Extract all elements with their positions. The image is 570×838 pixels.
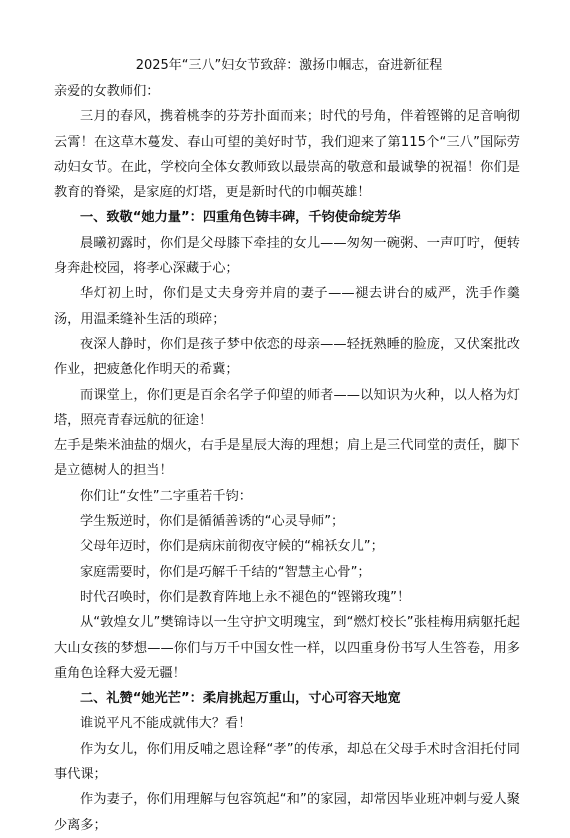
paragraph: 华灯初上时，你们是丈夫身旁并肩的妻子——褪去讲台的威严，洗手作羹汤，用温柔缝补生活的琐碎； — [54, 286, 520, 327]
paragraph: 左手是柴米油盐的烟火，右手是星辰大海的理想；肩上是三代同堂的责任，脚下是立德树人的担当！ — [54, 438, 520, 479]
paragraph: 夜深人静时，你们是孩子梦中依恋的母亲——轻抚熟睡的脸庞，又伏案批改作业，把疲惫化作明天的希冀； — [54, 336, 520, 378]
section-heading: 二、礼赞“她光芒”：柔肩挑起万重山，寸心可容天地宽 — [80, 691, 401, 707]
paragraph: 从“敦煌女儿”樊锦诗以一生守护文明瑰宝，到“燃灯校长”张桂梅用病躯托起大山女孩的梦想——你们与万千中国女性一样，以四重身份书写人生答卷，用多重角色诠释大爱无疆！ — [54, 615, 520, 681]
paragraph: 学生叛逆时，你们是循循善诱的“心灵导师”； — [80, 514, 345, 530]
paragraph: 谁说平凡不能成就伟大？看！ — [80, 716, 252, 732]
paragraph: 家庭需要时，你们是巧解千千结的“智慧主心骨”； — [80, 564, 371, 580]
document-title: 2025年“三八”妇女节致辞：激扬巾帼志，奋进新征程 — [135, 58, 443, 73]
section-heading: 一、致敬“她力量”：四重角色铸丰碑，千钧使命绽芳华 — [80, 210, 401, 226]
paragraph: 作为妻子，你们用理解与包容筑起“和”的家园，却常因毕业班冲刺与爱人聚少离多； — [54, 792, 520, 833]
document-body — [54, 79, 520, 838]
paragraph: 晨曦初露时，你们是父母膝下牵挂的女儿——匆匆一碗粥、一声叮咛，便转身奔赴校园，将孝心深藏于心； — [54, 235, 520, 277]
paragraph: 父母年迈时，你们是病床前彻夜守候的“棉袄女儿”； — [80, 539, 384, 555]
paragraph: 三月的春风，携着桃李的芬芳扑面而来；时代的号角，伴着铿锵的足音响彻云霄！在这草木蔓发、春山可望的美好时节，我们迎来了第115个“三八”国际劳动妇女节。在此，学校向全体女教师致以最崇高的敬意和最诚挚的祝福！你们是教育的脊梁，是家庭的灯塔，更是新时代的巾帼英雄！ — [54, 109, 520, 201]
paragraph: 时代召唤时，你们是教育阵地上永不褪色的“铿锵玫瑰”！ — [80, 589, 411, 605]
paragraph: 而课堂上，你们更是百余名学子仰望的师者——以知识为火种，以人格为灯塔，照亮青春远航的征途！ — [54, 387, 520, 428]
paragraph: 作为女儿，你们用反哺之恩诠释“孝”的传承，却总在父母手术时含泪托付同事代课； — [54, 741, 520, 783]
paragraph: 你们让“女性”二字重若千钧： — [80, 488, 252, 504]
salutation: 亲爱的女教师们： — [54, 84, 160, 99]
